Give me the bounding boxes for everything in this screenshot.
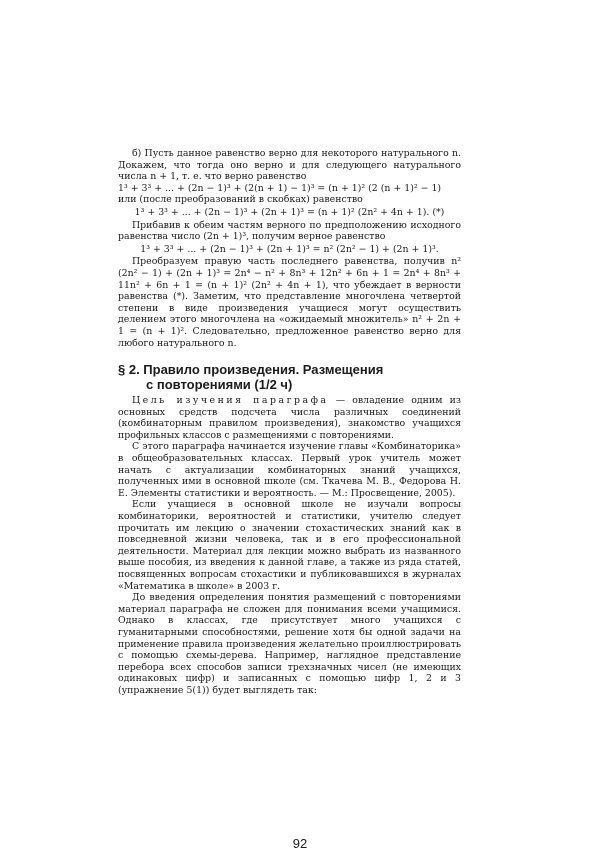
page-number: 92: [292, 836, 308, 851]
section-title-line-2: с повторениями (1/2 ч): [146, 376, 293, 392]
paragraph-proof-step: б) Пусть данное равенство верно для некоторого натурального n. Докажем, что тогда оно верно и для следующего натурального числа n + 1, т. е. что верно равенство: [118, 148, 461, 183]
section-heading: [118, 363, 461, 392]
paragraph-goal: [118, 395, 461, 441]
formula-2: 1³ + 3³ + ... + (2n − 1)³ + (2n + 1)³ = (n + 1)² (2n² + 4n + 1). (*): [134, 206, 445, 218]
paragraph-tree-scheme: До введения определения понятия размещений с повторениями материал параграфа не сложен для понимания всеми учащимися. Однако в классах, где присутствует много учащихся с гуманитарными способностями, решение хотя бы одной задачи на применение правила произведения желательно проиллюстрировать с помощью схемы-дерева. Например, наглядное представление перебора всех способов записи трехзначных чисел (не имеющих одинаковых цифр) и записанных с помощью цифр 1, 2 и 3 (упражнение 5(1)) будет выглядеть так:: [118, 592, 461, 696]
paragraph-chapter-intro: С этого параграфа начинается изучение главы «Комбинаторика» в общеобразовательных классах. Первый урок учитель может начать с актуализации комбинаторных знаний учащихся, полученных ими в основной школе (см. Ткачева М. В., Федорова Н. Е. Элементы статистики и вероятность. — М.: Просвещение, 2005).: [118, 441, 461, 499]
goal-text: — овладение одним из основных средств подсчета числа различных соединений (комбинаторным правилом произведения), знакомство учащихся профильных классов с размещениями с повторениями.: [118, 395, 461, 441]
goal-spaced-label: Цель изучения параграфа: [132, 395, 329, 407]
paragraph-transform-right: Преобразуем правую часть последнего равенства, получив n² (2n² − 1) + (2n + 1)³ = 2n⁴ − n² + 8n³ + 12n² + 6n + 1 = 2n⁴ + 8n³ + 11n² + 6n + 1 = (n + 1)² (2n² + 4n + 1), что убеждает в верности равенства (*). Заметим, что представление многочлена четвертой степени в виде произведения учащиеся могут осуществить делением этого многочлена на «ожидаемый множитель» n² + 2n + 1 = (n + 1)². Следовательно, предложенное равенство верно для любого натурального n.: [118, 256, 461, 349]
paragraph-transformation: или (после преобразований в скобках) равенство: [118, 194, 363, 206]
paragraph-lecture: Если учащиеся в основной школе не изучали вопросы комбинаторики, вероятностей и статистики, учителю следует прочитать им лекцию о значении стохастических знаний как в повседневной жизни человека, так и в его профессиональной деятельности. Материал для лекции можно выбрать из названного выше пособия, из введения к данной главе, а также из ряда статей, посвященных вопросам стохастики и публиковавшихся в журналах «Математика в школе» в 2003 г.: [118, 499, 461, 592]
page-text: [118, 148, 461, 697]
paragraph-adding: Прибавив к обеим частям верного по предположению исходного равенства число (2n + 1)³, получим верное равенство: [118, 219, 461, 243]
formula-1: 1³ + 3³ + ... + (2n − 1)³ + (2(n + 1) − 1)³ = (n + 1)² (2 (n + 1)² − 1): [118, 182, 442, 194]
section-title-line-1: § 2. Правило произведения. Размещения: [118, 362, 384, 378]
formula-3: 1³ + 3³ + ... + (2n − 1)³ + (2n + 1)³ = n² (2n² − 1) + (2n + 1)³.: [140, 243, 439, 255]
